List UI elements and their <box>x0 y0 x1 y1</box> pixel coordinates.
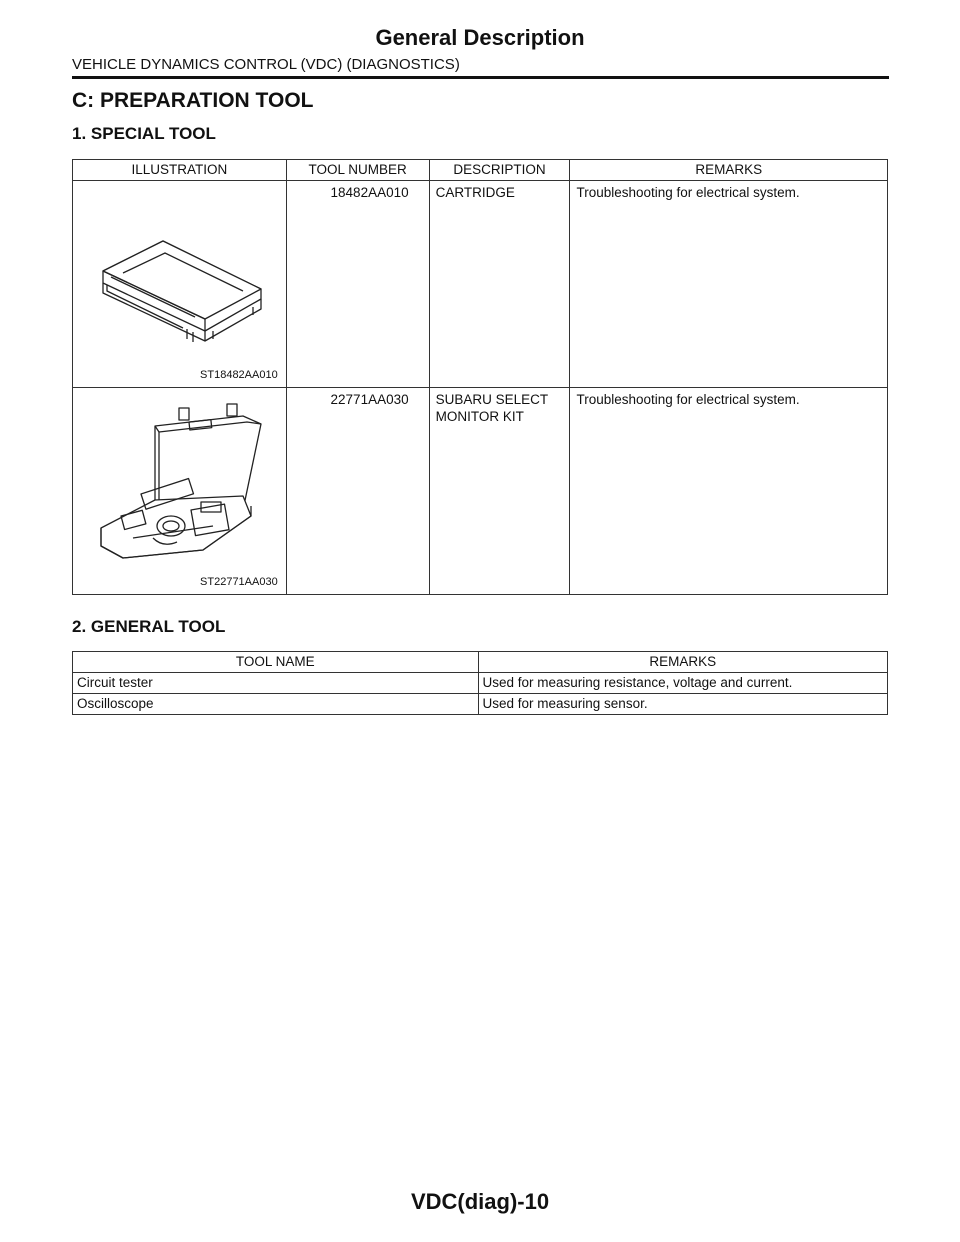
table-row <box>73 694 888 715</box>
section-heading: C: PREPARATION TOOL <box>72 89 314 112</box>
special-tool-table <box>72 159 888 595</box>
description-cell: CARTRIDGE <box>429 181 570 388</box>
description-cell: SUBARU SELECT MONITOR KIT <box>429 388 570 595</box>
column-header-tool-name: TOOL NAME <box>73 652 479 673</box>
remarks-cell: Troubleshooting for electrical system. <box>570 181 888 388</box>
column-header-remarks: REMARKS <box>570 160 888 181</box>
header-rule <box>72 76 889 79</box>
tool-number-cell: 22771AA030 <box>286 388 429 595</box>
column-header-illustration: ILLUSTRATION <box>73 160 287 181</box>
table-row <box>73 388 888 595</box>
column-header-description: DESCRIPTION <box>429 160 570 181</box>
general-tool-table <box>72 651 888 715</box>
table-header-row <box>73 652 888 673</box>
table-row <box>73 181 888 388</box>
cartridge-icon <box>93 191 268 361</box>
page-title: General Description <box>375 25 585 50</box>
page-footer-label: VDC(diag)-10 <box>410 1189 550 1214</box>
tool-name-cell: Oscilloscope <box>73 694 479 715</box>
illustration-code: ST22771AA030 <box>200 576 278 588</box>
tool-name-cell: Circuit tester <box>73 673 479 694</box>
illustration-cell <box>73 388 287 595</box>
page-subtitle: VEHICLE DYNAMICS CONTROL (VDC) (DIAGNOSTICS) <box>72 56 460 73</box>
special-tool-heading: 1. SPECIAL TOOL <box>72 124 216 143</box>
table-header-row <box>73 160 888 181</box>
remarks-cell: Used for measuring sensor. <box>478 694 888 715</box>
illustration-cell <box>73 181 287 388</box>
tool-number-cell: 18482AA010 <box>286 181 429 388</box>
monitor-kit-case-icon <box>93 398 268 568</box>
illustration-code: ST18482AA010 <box>200 369 278 381</box>
remarks-cell: Used for measuring resistance, voltage and current. <box>478 673 888 694</box>
table-row <box>73 673 888 694</box>
remarks-cell: Troubleshooting for electrical system. <box>570 388 888 595</box>
general-tool-heading: 2. GENERAL TOOL <box>72 617 226 636</box>
column-header-remarks: REMARKS <box>478 652 888 673</box>
column-header-tool-number: TOOL NUMBER <box>286 160 429 181</box>
